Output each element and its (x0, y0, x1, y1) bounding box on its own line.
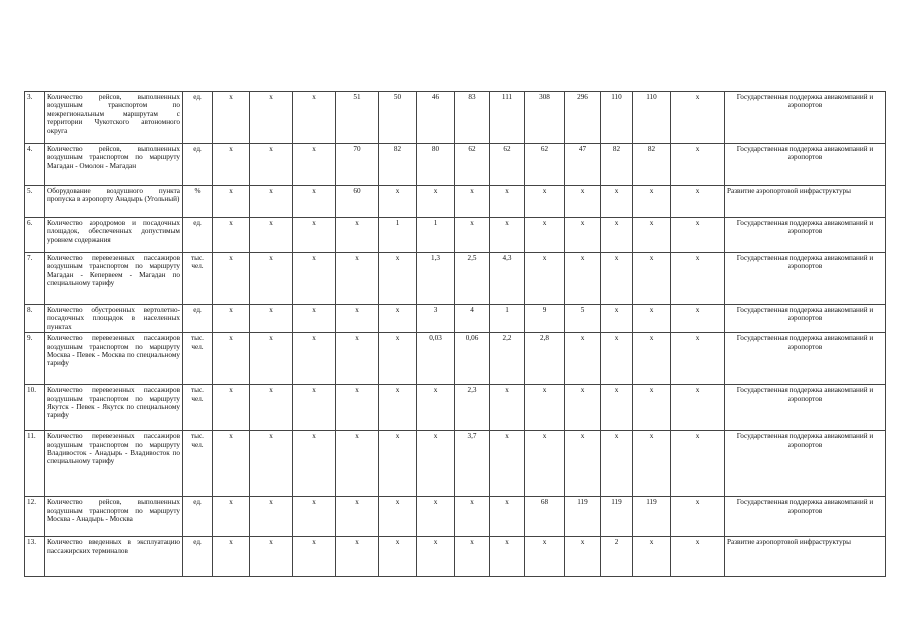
value-cell: 2,3 (455, 385, 490, 431)
value-cell: 60 (336, 186, 379, 218)
source-cell: Развитие аэропортовой инфраструктуры (725, 186, 886, 218)
value-cell: х (601, 253, 633, 305)
value-cell: 1 (417, 218, 455, 253)
value-cell: 70 (336, 144, 379, 186)
value-cell: 4,3 (490, 253, 525, 305)
value-cell: х (250, 497, 293, 537)
value-cell: х (293, 385, 336, 431)
unit-cell: тыс. чел. (183, 253, 213, 305)
value-cell: х (417, 385, 455, 431)
value-cell: х (671, 218, 725, 253)
row-number: 8. (25, 305, 45, 333)
value-cell: х (671, 497, 725, 537)
value-cell: х (250, 144, 293, 186)
value-cell: 1 (490, 305, 525, 333)
value-cell: х (565, 431, 601, 497)
value-cell: х (455, 218, 490, 253)
table-row (25, 253, 886, 305)
value-cell: 62 (525, 144, 565, 186)
source-cell: Государственная поддержка авиакомпаний и аэропортов (725, 305, 886, 333)
value-cell: х (633, 333, 671, 385)
indicator-name: Оборудование воздушного пункта пропуска в аэропорту Анадырь (Угольный) (45, 186, 183, 218)
value-cell: х (293, 431, 336, 497)
value-cell: х (336, 497, 379, 537)
value-cell: 119 (565, 497, 601, 537)
value-cell: х (565, 537, 601, 577)
value-cell: х (601, 218, 633, 253)
value-cell: х (293, 333, 336, 385)
value-cell: х (336, 253, 379, 305)
value-cell: х (293, 305, 336, 333)
row-number: 7. (25, 253, 45, 305)
row-number: 12. (25, 497, 45, 537)
value-cell: х (213, 333, 250, 385)
value-cell: х (633, 385, 671, 431)
value-cell: 68 (525, 497, 565, 537)
source-cell: Государственная поддержка авиакомпаний и аэропортов (725, 431, 886, 497)
value-cell: 82 (633, 144, 671, 186)
value-cell: х (565, 218, 601, 253)
value-cell: х (525, 218, 565, 253)
row-number: 3. (25, 92, 45, 144)
value-cell: х (525, 537, 565, 577)
value-cell: 2,5 (455, 253, 490, 305)
value-cell: х (213, 305, 250, 333)
source-cell: Развитие аэропортовой инфраструктуры (725, 537, 886, 577)
value-cell: 110 (633, 92, 671, 144)
value-cell: х (250, 186, 293, 218)
indicator-name: Количество введенных в эксплуатацию пассажирских терминалов (45, 537, 183, 577)
value-cell: 82 (379, 144, 417, 186)
value-cell: х (250, 431, 293, 497)
row-number: 9. (25, 333, 45, 385)
value-cell: х (671, 92, 725, 144)
indicator-name: Количество перевезенных пассажиров воздушным транспортом по маршруту Москва - Певек - Москва по специальному тарифу (45, 333, 183, 385)
value-cell: х (671, 144, 725, 186)
value-cell: х (455, 497, 490, 537)
value-cell: х (525, 253, 565, 305)
value-cell: х (336, 537, 379, 577)
value-cell: х (379, 431, 417, 497)
value-cell: х (525, 385, 565, 431)
value-cell: 47 (565, 144, 601, 186)
indicators-table (24, 91, 886, 577)
value-cell: х (293, 218, 336, 253)
unit-cell: ед. (183, 497, 213, 537)
value-cell: х (417, 186, 455, 218)
value-cell: х (250, 253, 293, 305)
value-cell: х (293, 253, 336, 305)
value-cell: х (490, 186, 525, 218)
value-cell: х (525, 431, 565, 497)
value-cell: 62 (490, 144, 525, 186)
indicator-name: Количество перевезенных пассажиров воздушным транспортом по маршруту Магадан - Кепервеем - Магадан по специальному тарифу (45, 253, 183, 305)
value-cell: х (250, 537, 293, 577)
value-cell: 4 (455, 305, 490, 333)
row-number: 11. (25, 431, 45, 497)
value-cell: 80 (417, 144, 455, 186)
source-cell: Государственная поддержка авиакомпаний и аэропортов (725, 92, 886, 144)
row-number: 6. (25, 218, 45, 253)
value-cell: 0,03 (417, 333, 455, 385)
unit-cell: % (183, 186, 213, 218)
value-cell: х (671, 186, 725, 218)
value-cell: х (671, 253, 725, 305)
value-cell: 50 (379, 92, 417, 144)
indicator-name: Количество рейсов, выполненных воздушным транспортом по маршруту Москва - Анадырь - Москва (45, 497, 183, 537)
value-cell: 119 (601, 497, 633, 537)
table-row (25, 537, 886, 577)
unit-cell: тыс. чел. (183, 333, 213, 385)
value-cell: х (633, 218, 671, 253)
value-cell: 3,7 (455, 431, 490, 497)
value-cell: х (633, 186, 671, 218)
value-cell: х (379, 537, 417, 577)
value-cell: х (455, 537, 490, 577)
value-cell: х (565, 253, 601, 305)
table-row (25, 385, 886, 431)
value-cell: х (601, 305, 633, 333)
value-cell: х (455, 186, 490, 218)
value-cell: х (250, 218, 293, 253)
value-cell: х (490, 431, 525, 497)
value-cell: х (213, 537, 250, 577)
value-cell: х (379, 333, 417, 385)
value-cell: х (671, 333, 725, 385)
value-cell: 2 (601, 537, 633, 577)
value-cell: х (565, 333, 601, 385)
value-cell: х (671, 537, 725, 577)
unit-cell: ед. (183, 218, 213, 253)
value-cell: х (213, 385, 250, 431)
table-row (25, 333, 886, 385)
value-cell: х (336, 431, 379, 497)
value-cell: х (490, 218, 525, 253)
value-cell: х (565, 385, 601, 431)
value-cell: х (671, 431, 725, 497)
value-cell: х (379, 186, 417, 218)
value-cell: х (565, 186, 601, 218)
value-cell: 110 (601, 92, 633, 144)
value-cell: х (293, 537, 336, 577)
row-number: 10. (25, 385, 45, 431)
value-cell: х (336, 305, 379, 333)
value-cell: х (601, 431, 633, 497)
value-cell: х (417, 431, 455, 497)
value-cell: х (417, 497, 455, 537)
value-cell: х (293, 92, 336, 144)
source-cell: Государственная поддержка авиакомпаний и аэропортов (725, 218, 886, 253)
indicator-name: Количество аэродромов и посадочных площадок, обеспеченных допустимым уровнем содержания (45, 218, 183, 253)
value-cell: х (250, 333, 293, 385)
value-cell: х (213, 218, 250, 253)
value-cell: 9 (525, 305, 565, 333)
value-cell: 5 (565, 305, 601, 333)
value-cell: х (379, 385, 417, 431)
value-cell: х (336, 385, 379, 431)
value-cell: х (633, 431, 671, 497)
value-cell: х (379, 253, 417, 305)
value-cell: х (490, 537, 525, 577)
value-cell: 296 (565, 92, 601, 144)
unit-cell: ед. (183, 144, 213, 186)
value-cell: 1 (379, 218, 417, 253)
indicator-name: Количество перевезенных пассажиров воздушным транспортом по маршруту Владивосток - Анадырь - Владивосток по специальному тарифу (45, 431, 183, 497)
value-cell: х (213, 144, 250, 186)
value-cell: 46 (417, 92, 455, 144)
value-cell: х (633, 305, 671, 333)
value-cell: х (379, 497, 417, 537)
value-cell: 1,3 (417, 253, 455, 305)
unit-cell: ед. (183, 305, 213, 333)
value-cell: 83 (455, 92, 490, 144)
value-cell: х (293, 186, 336, 218)
unit-cell: тыс. чел. (183, 385, 213, 431)
value-cell: х (293, 497, 336, 537)
value-cell: х (379, 305, 417, 333)
value-cell: х (213, 497, 250, 537)
value-cell: 62 (455, 144, 490, 186)
value-cell: 119 (633, 497, 671, 537)
unit-cell: тыс. чел. (183, 431, 213, 497)
source-cell: Государственная поддержка авиакомпаний и аэропортов (725, 253, 886, 305)
value-cell: х (250, 305, 293, 333)
source-cell: Государственная поддержка авиакомпаний и аэропортов (725, 144, 886, 186)
value-cell: х (671, 385, 725, 431)
value-cell: 2,2 (490, 333, 525, 385)
value-cell: х (293, 144, 336, 186)
value-cell: х (490, 385, 525, 431)
source-cell: Государственная поддержка авиакомпаний и аэропортов (725, 385, 886, 431)
row-number: 13. (25, 537, 45, 577)
table-row (25, 92, 886, 144)
value-cell: 51 (336, 92, 379, 144)
value-cell: 111 (490, 92, 525, 144)
value-cell: х (213, 253, 250, 305)
value-cell: х (336, 333, 379, 385)
indicator-name: Количество обустроенных вертолетно-посадочных площадок в населенных пунктах (45, 305, 183, 333)
value-cell: 0,06 (455, 333, 490, 385)
table-row (25, 431, 886, 497)
value-cell: 3 (417, 305, 455, 333)
indicator-name: Количество рейсов, выполненных воздушным транспортом по маршруту Магадан - Омолон - Магадан (45, 144, 183, 186)
value-cell: 2,8 (525, 333, 565, 385)
value-cell: х (250, 385, 293, 431)
table-body (25, 92, 886, 577)
value-cell: х (336, 218, 379, 253)
value-cell: х (671, 305, 725, 333)
table-row (25, 497, 886, 537)
value-cell: х (213, 431, 250, 497)
table-row (25, 186, 886, 218)
indicator-name: Количество рейсов, выполненных воздушным транспортом по межрегиональным маршрутам с территории Чукотского автономного округа (45, 92, 183, 144)
value-cell: х (601, 385, 633, 431)
value-cell: 308 (525, 92, 565, 144)
table-row (25, 305, 886, 333)
value-cell: х (417, 537, 455, 577)
value-cell: х (525, 186, 565, 218)
indicator-name: Количество перевезенных пассажиров воздушным транспортом по маршруту Якутск - Певек - Якутск по специальному тарифу (45, 385, 183, 431)
unit-cell: ед. (183, 92, 213, 144)
value-cell: х (213, 186, 250, 218)
unit-cell: ед. (183, 537, 213, 577)
value-cell: х (633, 253, 671, 305)
source-cell: Государственная поддержка авиакомпаний и аэропортов (725, 333, 886, 385)
value-cell: х (250, 92, 293, 144)
row-number: 5. (25, 186, 45, 218)
source-cell: Государственная поддержка авиакомпаний и аэропортов (725, 497, 886, 537)
value-cell: х (213, 92, 250, 144)
value-cell: 82 (601, 144, 633, 186)
row-number: 4. (25, 144, 45, 186)
table-row (25, 218, 886, 253)
value-cell: х (490, 497, 525, 537)
table-row (25, 144, 886, 186)
value-cell: х (633, 537, 671, 577)
value-cell: х (601, 186, 633, 218)
value-cell: х (601, 333, 633, 385)
